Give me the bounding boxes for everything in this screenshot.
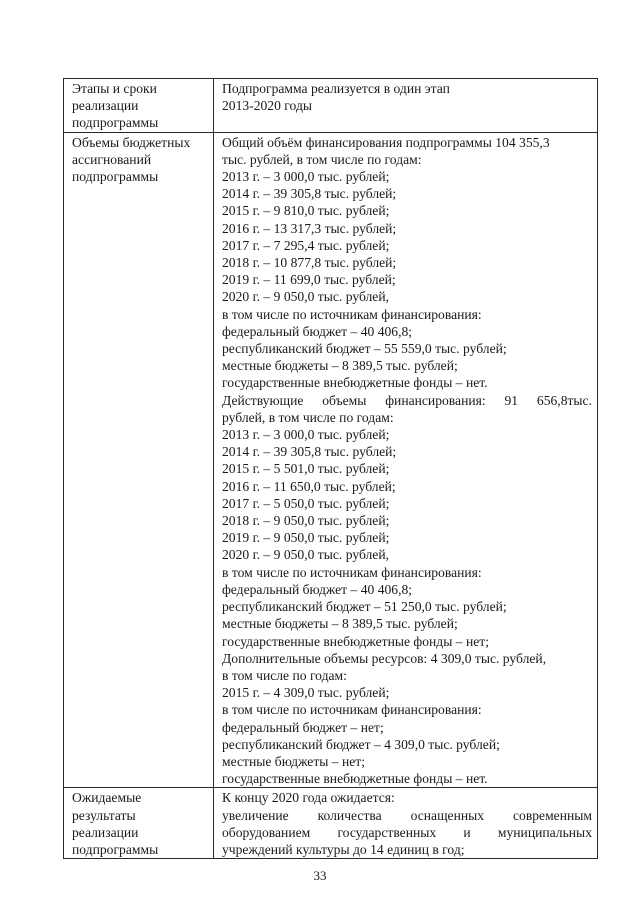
content-line: 2019 г. – 9 050,0 тыс. рублей; — [222, 530, 390, 546]
content-line: 2018 г. – 10 877,8 тыс. рублей; — [222, 255, 397, 271]
content-line: рублей, в том числе по годам: — [222, 409, 394, 425]
table-row-stages — [64, 79, 598, 133]
content-line: федеральный бюджет – нет; — [222, 719, 384, 735]
content-line: Подпрограмма реализуется в один этап — [222, 81, 450, 96]
row-content-results — [214, 788, 598, 859]
content-line: республиканский бюджет – 4 309,0 тыс. рублей; — [222, 736, 500, 752]
row-content-budget — [214, 132, 598, 788]
content-line: государственные внебюджетные фонды – нет; — [222, 633, 489, 649]
content-line: местные бюджеты – 8 389,5 тыс. рублей; — [222, 358, 458, 374]
content-line: 2017 г. – 5 050,0 тыс. рублей; — [222, 495, 390, 511]
content-line: Действующие объемы финансирования: 91 656,8тыс. — [222, 392, 592, 408]
content-line: 2018 г. – 9 050,0 тыс. рублей; — [222, 513, 390, 529]
content-line: 2015 г. – 4 309,0 тыс. рублей; — [222, 685, 390, 701]
content-line: тыс. рублей, в том числе по годам: — [222, 151, 422, 167]
content-line: 2020 г. – 9 050,0 тыс. рублей, — [222, 547, 390, 563]
label-line: результаты — [72, 807, 136, 823]
table-row-results — [64, 788, 598, 859]
label-line: Этапы и сроки — [72, 81, 157, 96]
row-label-results — [64, 788, 214, 859]
content-line: 2014 г. – 39 305,8 тыс. рублей; — [222, 186, 397, 202]
content-line: федеральный бюджет – 40 406,8; — [222, 323, 413, 339]
page-number: 33 — [313, 868, 327, 883]
content-line: 2019 г. – 11 699,0 тыс. рублей; — [222, 272, 396, 288]
content-line: 2014 г. – 39 305,8 тыс. рублей; — [222, 444, 397, 460]
content-line: оборудованием государственных и муниципальных — [222, 824, 592, 840]
label-line: реализации — [72, 98, 139, 114]
content-line: 2016 г. – 13 317,3 тыс. рублей; — [222, 220, 397, 236]
label-line: подпрограммы — [72, 841, 159, 857]
content-line: К концу 2020 года ожидается: — [222, 790, 395, 806]
content-line: Общий объём финансирования подпрограммы 104 355,3 — [222, 134, 550, 150]
label-line: подпрограммы — [72, 169, 159, 185]
content-line: государственные внебюджетные фонды – нет. — [222, 771, 488, 787]
program-passport-table — [63, 78, 598, 859]
content-line: Дополнительные объемы ресурсов: 4 309,0 тыс. рублей, — [222, 650, 547, 666]
label-line: Ожидаемые — [72, 790, 142, 806]
content-line: местные бюджеты – 8 389,5 тыс. рублей; — [222, 616, 458, 632]
label-line: Объемы бюджетных — [72, 134, 191, 150]
row-content-stages — [214, 79, 598, 133]
content-line: 2013-2020 годы — [222, 98, 312, 114]
label-line: подпрограммы — [72, 115, 159, 131]
table-row-budget — [64, 132, 598, 788]
content-line: 2013 г. – 3 000,0 тыс. рублей; — [222, 427, 390, 443]
content-line: 2013 г. – 3 000,0 тыс. рублей; — [222, 169, 390, 185]
content-line: в том числе по источникам финансирования: — [222, 564, 482, 580]
content-line: 2016 г. – 11 650,0 тыс. рублей; — [222, 478, 396, 494]
content-line: республиканский бюджет – 55 559,0 тыс. рублей; — [222, 341, 507, 357]
content-line: в том числе по годам: — [222, 667, 347, 683]
content-line: в том числе по источникам финансирования: — [222, 306, 482, 322]
row-label-stages — [64, 79, 214, 133]
content-line: в том числе по источникам финансирования: — [222, 702, 482, 718]
label-line: ассигнований — [72, 151, 152, 167]
content-line: республиканский бюджет – 51 250,0 тыс. рублей; — [222, 599, 507, 615]
content-line: 2020 г. – 9 050,0 тыс. рублей, — [222, 289, 390, 305]
content-line: 2015 г. – 5 501,0 тыс. рублей; — [222, 461, 390, 477]
content-line: учреждений культуры до 14 единиц в год; — [222, 841, 465, 857]
content-line: местные бюджеты – нет; — [222, 753, 366, 769]
label-line: реализации — [72, 824, 139, 840]
content-line: 2015 г. – 9 810,0 тыс. рублей; — [222, 203, 390, 219]
content-line: государственные внебюджетные фонды – нет. — [222, 375, 488, 391]
content-line: увеличение количества оснащенных современным — [222, 807, 592, 823]
content-line: 2017 г. – 7 295,4 тыс. рублей; — [222, 237, 390, 253]
content-line: федеральный бюджет – 40 406,8; — [222, 581, 413, 597]
row-label-budget — [64, 132, 214, 788]
